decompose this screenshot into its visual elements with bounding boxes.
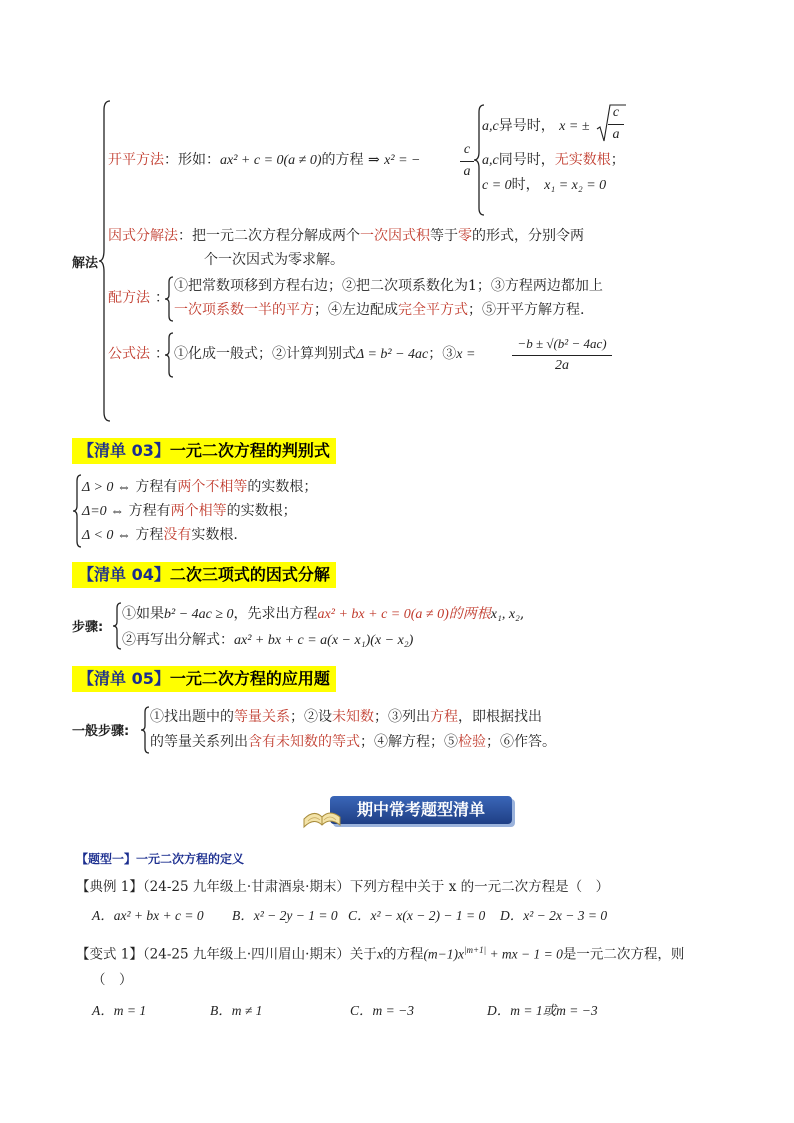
banner [308, 793, 514, 827]
list04-row-1: ①如果b² − 4ac ≥ 0，先求出方程ax² + bx + c = 0(a ≠ 0)的两根x₁, x₂, [122, 606, 525, 622]
factor-method-name: 因式分解法 [108, 228, 178, 244]
list05-header: 【清单 05】一元二次方程的应用题 [72, 666, 336, 692]
list03-header: 【清单 03】一元二次方程的判别式 [72, 438, 336, 464]
ex1-option-c[interactable]: C．x² − x(x − 2) − 1 = 0 [348, 908, 486, 923]
ex1-question: 【典例 1】（24-25 九年级上·甘肃酒泉·期末）下列方程中关于 x 的一元二次方程是（ ） [76, 879, 610, 895]
complete-method-line2: 一次项系数一半的平方；④左边配成完全平方式；⑤开平方解方程. [174, 302, 585, 318]
type1-heading: 【题型一】一元二次方程的定义 [76, 852, 245, 866]
open-book-icon [300, 795, 344, 829]
formula-method-brace [164, 332, 174, 378]
var1-option-b[interactable]: B．m ≠ 1 [210, 1003, 263, 1018]
sqrt-frac-den: a [463, 164, 471, 179]
list03-row-3: Δ < 0 ⇔ 方程没有实数根. [82, 527, 238, 543]
complete-method-brace [164, 276, 174, 322]
sqrt-case1: a,c异号时， x = ± [482, 118, 590, 134]
var1-question: 【变式 1】（24-25 九年级上·四川眉山·期末）关于x的方程$(m-1)x^{|m+1|}$ + mx − 1 = 0是一元二次方程，则 [76, 945, 685, 963]
sqrt-method-name: 开平方法 [108, 152, 164, 168]
formula-method-text: ①化成一般式；②计算判别式Δ = b² − 4ac；③x = [174, 346, 476, 362]
ex1-option-d[interactable]: D．x² − 2x − 3 = 0 [500, 908, 608, 923]
formula-denominator: 2a [555, 358, 569, 373]
sqrt-method-form: ax² + c = 0(a ≠ 0) [220, 153, 322, 168]
sqrt-case3: c = 0时， x₁ = x₂ = 0 [482, 177, 607, 193]
var1-option-a[interactable]: A．m = 1 [92, 1003, 147, 1018]
ex1-option-b[interactable]: B．x² − 2y − 1 = 0 [232, 908, 338, 923]
list05-line-2: 的等量关系列出含有未知数的等式；④解方程；⑤检验；⑥作答。 [150, 734, 556, 750]
list05-label: 一般步骤: [72, 724, 130, 739]
complete-method-line1: ①把常数项移到方程右边；②把二次项系数化为1；③方程两边都加上 [174, 278, 603, 294]
formula-numerator: −b ± √(b² − 4ac) [517, 336, 607, 351]
list03-brace [72, 474, 82, 548]
solve-brace [98, 100, 112, 422]
var1-option-c[interactable]: C．m = −3 [350, 1003, 414, 1018]
factor-method-line1: 因式分解法：把一元二次方程分解成两个一次因式积等于零的形式，分别令两 [108, 228, 584, 244]
factor-method-line2: 个一次因式为零求解。 [204, 252, 344, 268]
list04-label: 步骤: [72, 620, 104, 635]
list04-row-2: ②再写出分解式：ax² + bx + c = a(x − x₁)(x − x₂) [122, 632, 414, 648]
list04-brace [112, 602, 122, 650]
list05-brace [140, 706, 150, 754]
formula-method-name: 公式法 [108, 346, 150, 362]
var1-answer-paren: （ ） [92, 972, 133, 988]
var1-option-d[interactable]: D．m = 1或m = −3 [487, 1003, 598, 1018]
list03-row-1: Δ > 0 ⇔ 方程有两个不相等的实数根； [82, 479, 318, 495]
sqrt-method-row: 开平方法：形如：ax² + c = 0(a ≠ 0)的方程 ⇒ x² = − [108, 152, 421, 168]
banner-title: 期中常考题型清单 [356, 800, 485, 819]
ex1-option-a[interactable]: A．ax² + bx + c = 0 [92, 908, 204, 923]
list04-header: 【清单 04】二次三项式的因式分解 [72, 562, 336, 588]
list03-row-2: Δ=0 ⇔ 方程有两个相等的实数根； [82, 503, 297, 519]
solve-label: 解法 [72, 256, 99, 271]
sqrt-case2: a,c同号时，无实数根； [482, 152, 625, 168]
list05-line-1: ①找出题中的等量关系；②设未知数；③列出方程，即根据找出 [150, 709, 542, 725]
complete-method-name: 配方法 [108, 290, 150, 306]
sqrt-frac-num: c [463, 142, 471, 157]
